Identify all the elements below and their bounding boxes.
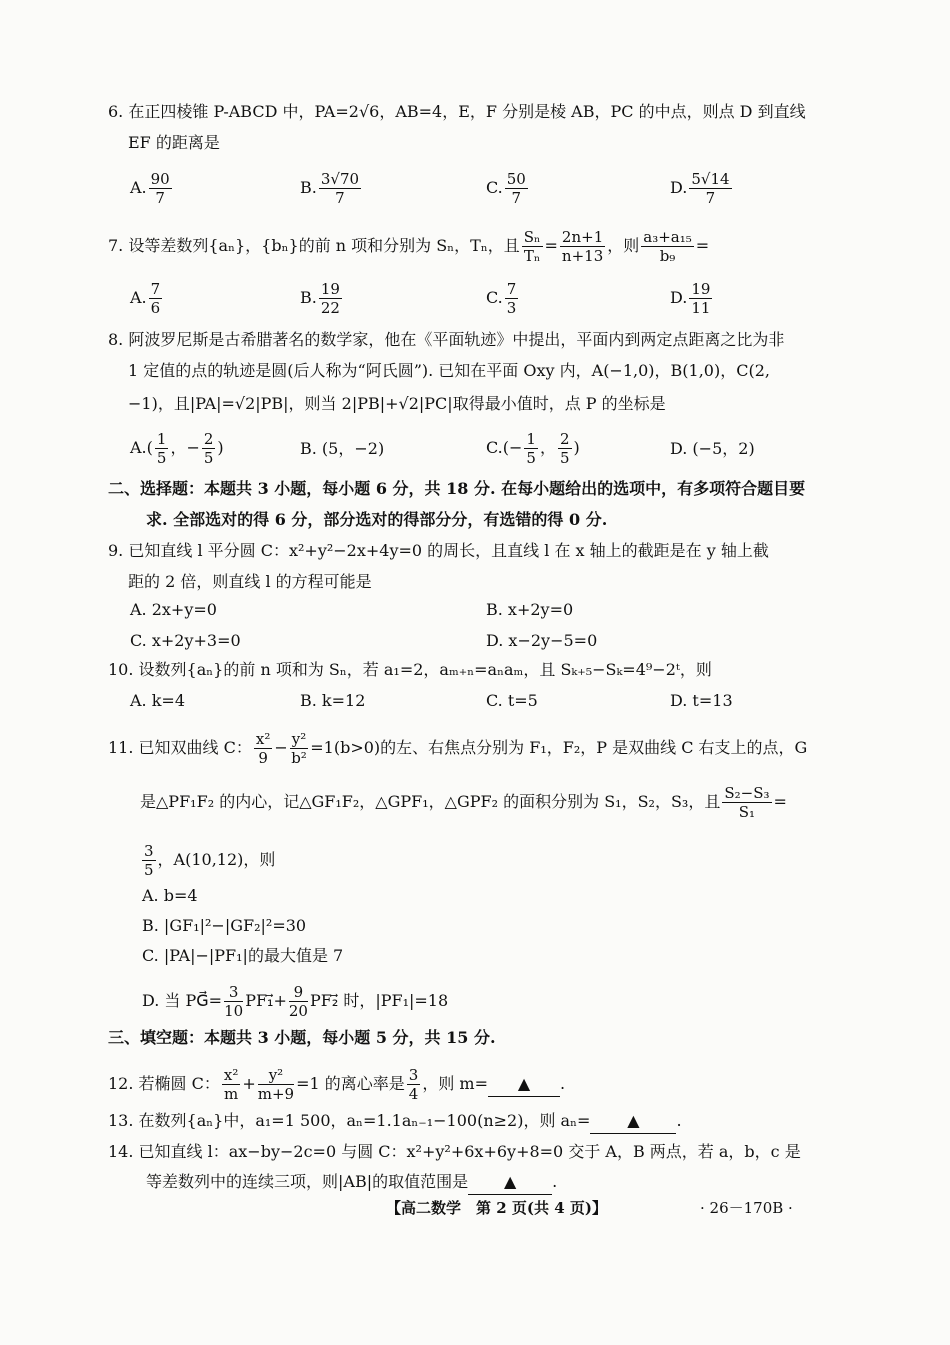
q9-line2: 距的 2 倍，则直线 l 的方程可能是 <box>128 572 372 591</box>
q11-option-c: C. |PA|−|PF₁|的最大值是 7 <box>142 946 344 965</box>
q14-answer-blank[interactable]: ▲ <box>468 1170 552 1195</box>
section2-heading-line2: 求. 全部选对的得 6 分，部分选对的得部分分，有选错的得 0 分. <box>146 510 608 529</box>
q8-option-a: A.( $\frac{1}{5}$ ，− $\frac{2}{5}$ ) <box>130 430 224 467</box>
section3-heading: 三、填空题：本题共 3 小题，每小题 5 分，共 15 分. <box>108 1028 496 1047</box>
q9-option-a: A. 2x+y=0 <box>130 600 217 619</box>
q9-option-b: B. x+2y=0 <box>486 600 574 619</box>
q6-option-d: D. $\frac{5√14}{7}$ <box>670 170 730 207</box>
q11-option-a: A. b=4 <box>142 886 198 905</box>
q7-stem: 7. 设等差数列{aₙ}，{bₙ}的前 n 项和分别为 Sₙ，Tₙ，且 $\frac{\text{Sₙ}}{\text{Tₙ}}$ = $\frac{2n+1}{n+13}$ ，则 $\frac{\text{a₃+a₁₅}}{\text{b₉}}$ = <box>108 228 710 265</box>
q14-line2: 等差数列中的连续三项，则|AB|的取值范围是 ▲ . <box>146 1170 557 1195</box>
q7-option-d: D. $\frac{19}{11}$ <box>670 280 711 317</box>
q13-answer-blank[interactable]: ▲ <box>590 1109 676 1134</box>
q10-option-b: B. k=12 <box>300 691 366 710</box>
page-footer-title: 【高二数学 第 2 页(共 4 页)】 <box>386 1199 607 1217</box>
q6-option-c: C. $\frac{50}{7}$ <box>486 170 526 207</box>
q6-option-a: A. $\frac{90}{7}$ <box>130 170 170 207</box>
q7-option-a: A. $\frac{7}{6}$ <box>130 280 161 317</box>
section2-heading-line1: 二、选择题：本题共 3 小题，每小题 6 分，共 18 分. 在每小题给出的选项中，有多项符合题目要 <box>108 479 806 498</box>
q13-stem: 13. 在数列{aₙ}中，a₁=1 500，aₙ=1.1aₙ₋₁−100(n≥2)，则 aₙ= ▲ . <box>108 1109 682 1134</box>
q9-line1: 9. 已知直线 l 平分圆 C：x²+y²−2x+4y=0 的周长，且直线 l 在 x 轴上的截距是在 y 轴上截 <box>108 541 769 560</box>
q6-line1: 6. 在正四棱锥 P-ABCD 中，PA=2√6，AB=4，E，F 分别是棱 AB，PC 的中点，则点 D 到直线 <box>108 102 806 121</box>
q8-option-d: D. (−5，2) <box>670 439 755 458</box>
q10-option-d: D. t=13 <box>670 691 733 710</box>
q7-option-c: C. $\frac{7}{3}$ <box>486 280 517 317</box>
q12-stem: 12. 若椭圆 C： $\frac{\text{x²}}{m}$ + $\frac{\text{y²}}{m+9}$ =1 的离心率是 $\frac{3}{4}$ ，则 m= ▲ . <box>108 1066 566 1103</box>
q6-option-b: B. $\frac{3√70}{7}$ <box>300 170 360 207</box>
q8-line1: 8. 阿波罗尼斯是古希腊著名的数学家，他在《平面轨迹》中提出，平面内到两定点距离之比为非 <box>108 330 785 349</box>
q8-option-b: B. (5，−2) <box>300 439 385 458</box>
q11-line2: 是△PF₁F₂ 的内心，记△GF₁F₂，△GPF₁，△GPF₂ 的面积分别为 S₁，S₂，S₃，且 $\frac{\text{S₂−S₃}}{\text{S₁}}$ = <box>140 784 787 821</box>
q7-option-b: B. $\frac{19}{22}$ <box>300 280 340 317</box>
q11-option-b: B. |GF₁|²−|GF₂|²=30 <box>142 916 307 935</box>
q6-line2: EF 的距离是 <box>128 133 220 152</box>
q9-option-d: D. x−2y−5=0 <box>486 631 598 650</box>
q10-option-a: A. k=4 <box>130 691 186 710</box>
q10-option-c: C. t=5 <box>486 691 538 710</box>
q8-line2: 1 定值的点的轨迹是圆(后人称为“阿氏圆”). 已知在平面 Oxy 内，A(−1,0)，B(1,0)，C(2, <box>128 361 770 380</box>
q8-option-c: C.(− $\frac{1}{5}$ ， $\frac{2}{5}$ ) <box>486 430 580 467</box>
q12-answer-blank[interactable]: ▲ <box>488 1072 560 1097</box>
q11-option-d: D. 当 PG⃗= $\frac{3}{10}$ PF₁⃗+ $\frac{9}{20}$ PF₂⃗ 时，|PF₁|=18 <box>142 983 449 1020</box>
q11-line3: $\frac{3}{5}$ ，A(10,12)，则 <box>144 842 276 879</box>
q11-line1: 11. 已知双曲线 C： $\frac{\text{x²}}{9}$ − $\frac{\text{y²}}{\text{b²}}$ =1(b>0)的左、右焦点分别为 F₁，F₂，P 是双曲线 C 右支上的点，G <box>108 730 808 767</box>
q14-line1: 14. 已知直线 l：ax−by−2c=0 与圆 C：x²+y²+6x+6y+8=0 交于 A，B 两点，若 a，b，c 是 <box>108 1142 801 1161</box>
q9-option-c: C. x+2y+3=0 <box>130 631 241 650</box>
page-footer-code: · 26－170B · <box>700 1199 793 1217</box>
q8-line3: −1)，且|PA|=√2|PB|，则当 2|PB|+√2|PC|取得最小值时，点 P 的坐标是 <box>128 394 666 413</box>
q10-stem: 10. 设数列{aₙ}的前 n 项和为 Sₙ，若 a₁=2，aₘ₊ₙ=aₙaₘ，且 Sₖ₊₅−Sₖ=4⁹−2ᵗ，则 <box>108 660 712 679</box>
